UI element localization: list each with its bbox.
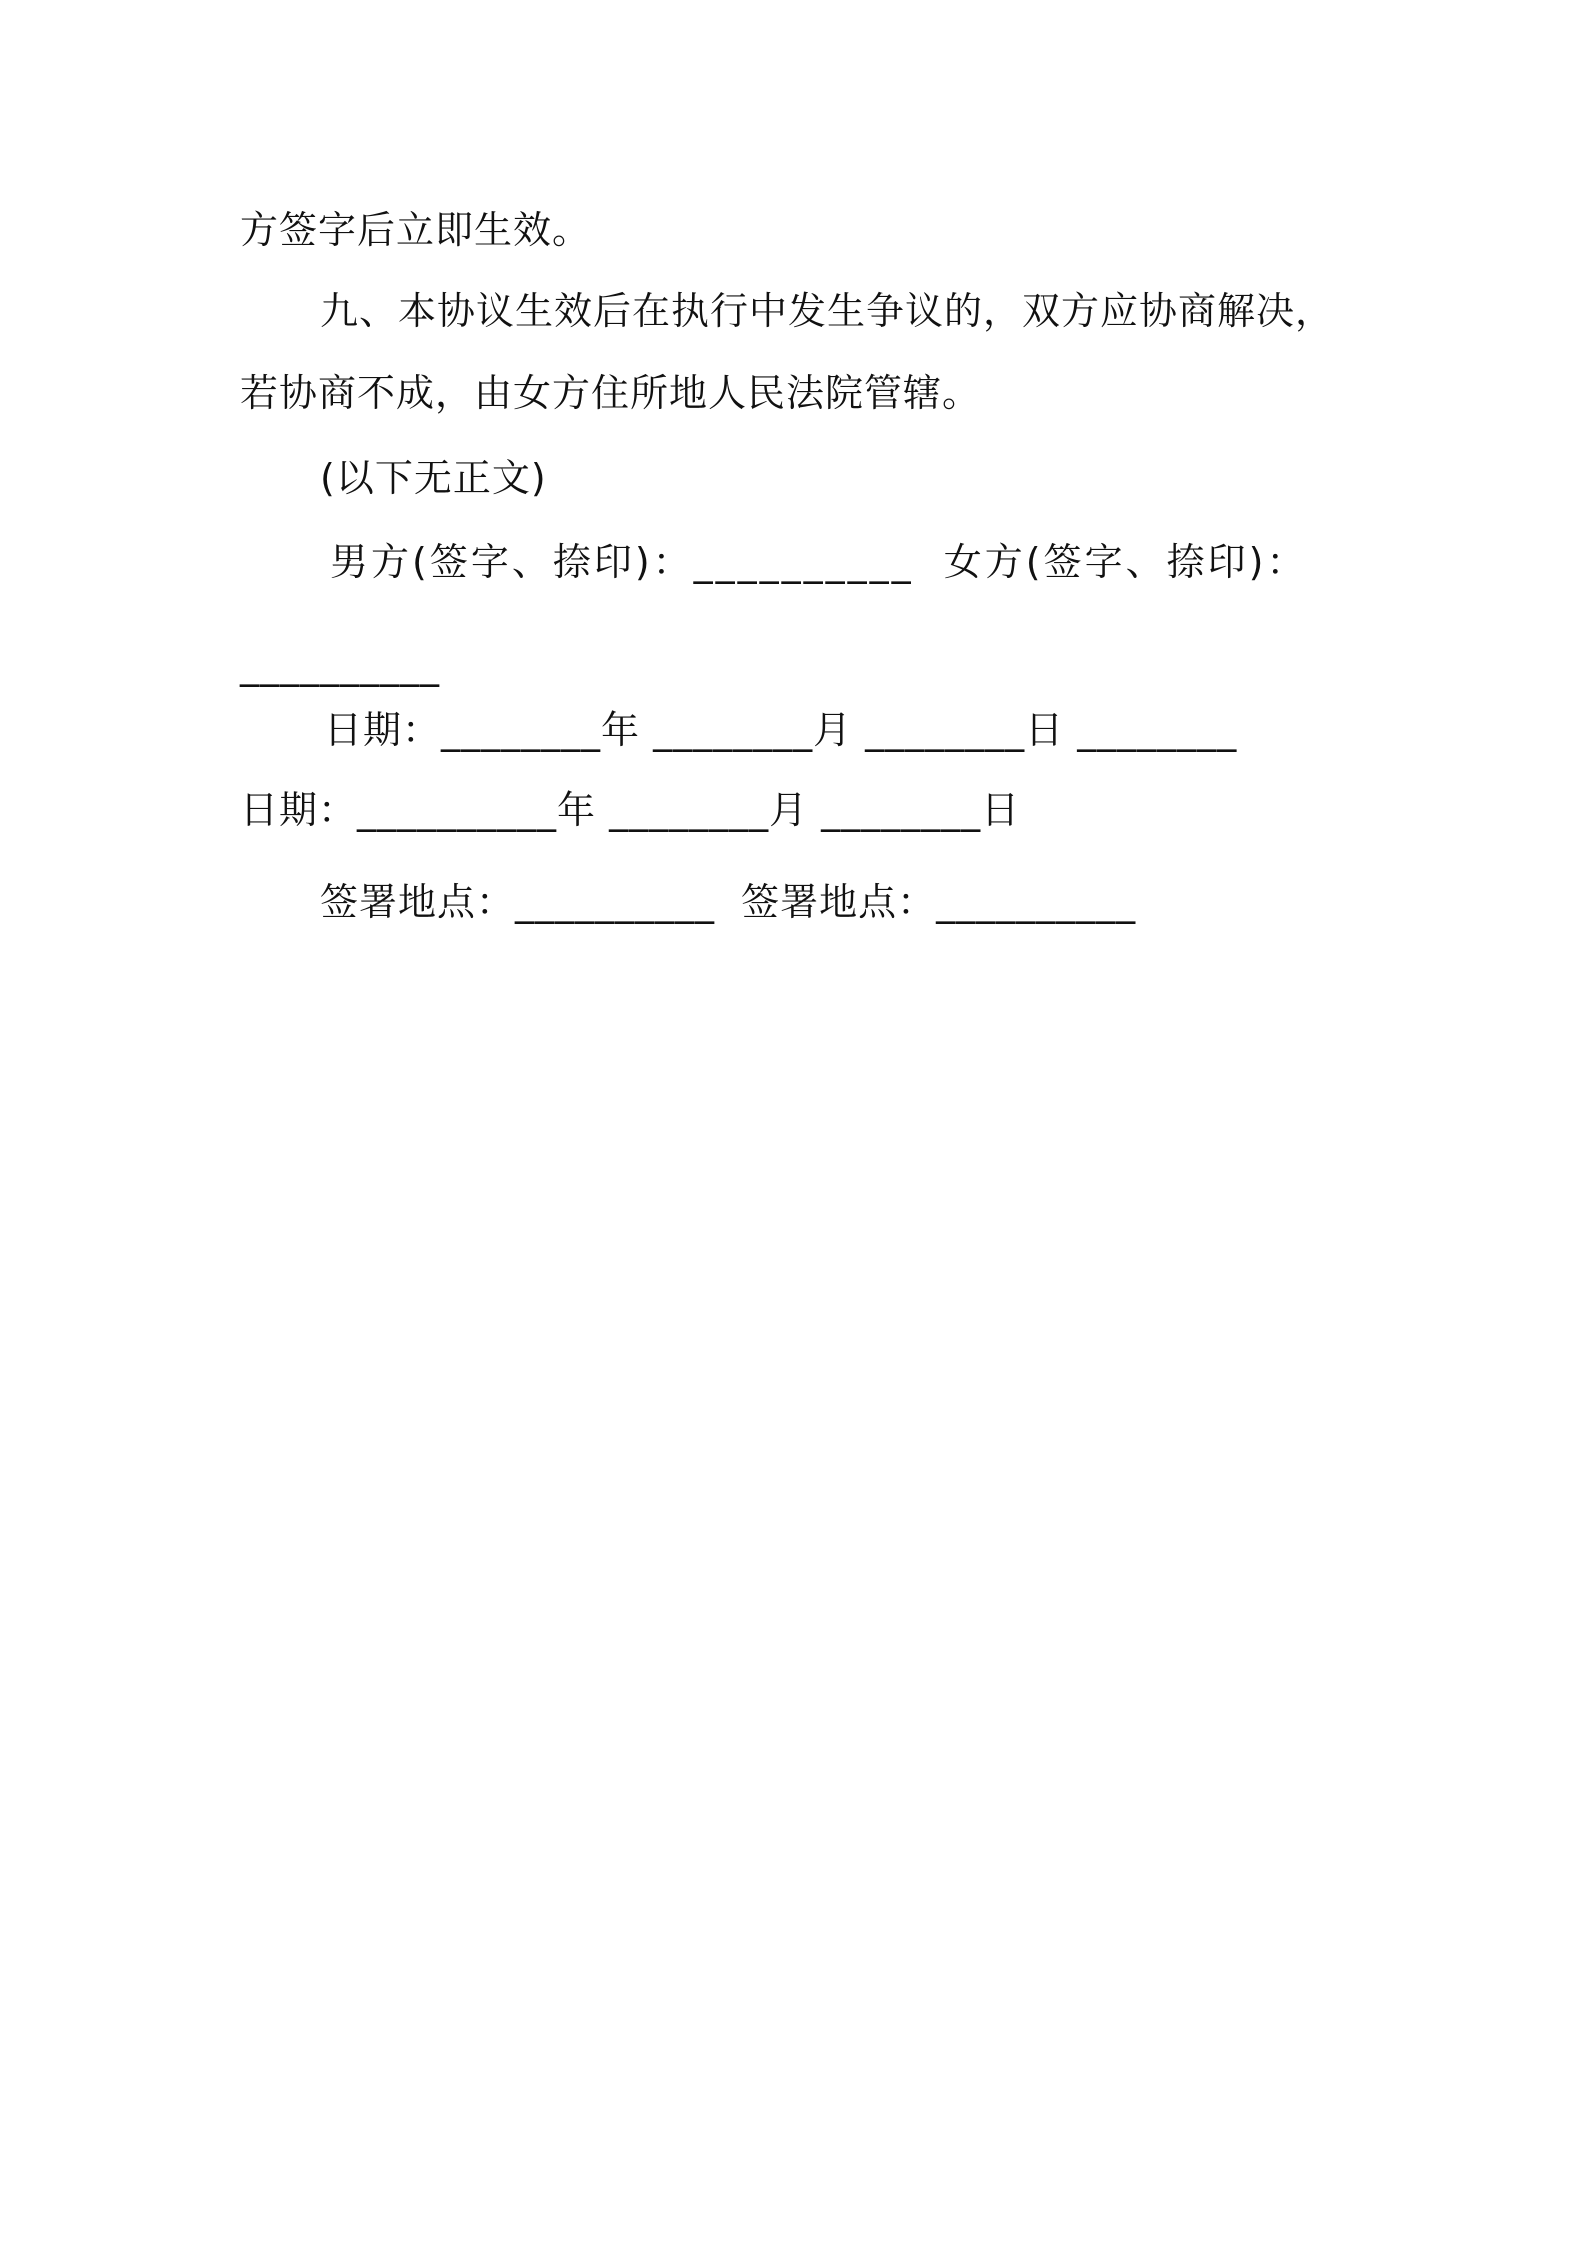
signing-location-line: 签署地点：__________ 签署地点：__________ xyxy=(320,880,1137,924)
signature-blank-continuation: __________ xyxy=(240,643,440,687)
clause-9-line-1: 九、本协议生效后在执行中发生争议的，双方应协商解决， xyxy=(320,289,1335,333)
clause-8-continuation: 方签字后立即生效。 xyxy=(240,208,592,252)
no-further-text-note: (以下无正文) xyxy=(320,456,547,500)
signature-line: 男方(签字、捺印)：__________ 女方(签字、捺印)： xyxy=(330,540,1308,584)
date-line-2: 日期：__________年 ________月 ________日 xyxy=(240,788,1021,832)
clause-9-line-2: 若协商不成，由女方住所地人民法院管辖。 xyxy=(240,371,982,415)
date-line-1: 日期：________年 ________月 ________日 ________ xyxy=(324,708,1238,752)
